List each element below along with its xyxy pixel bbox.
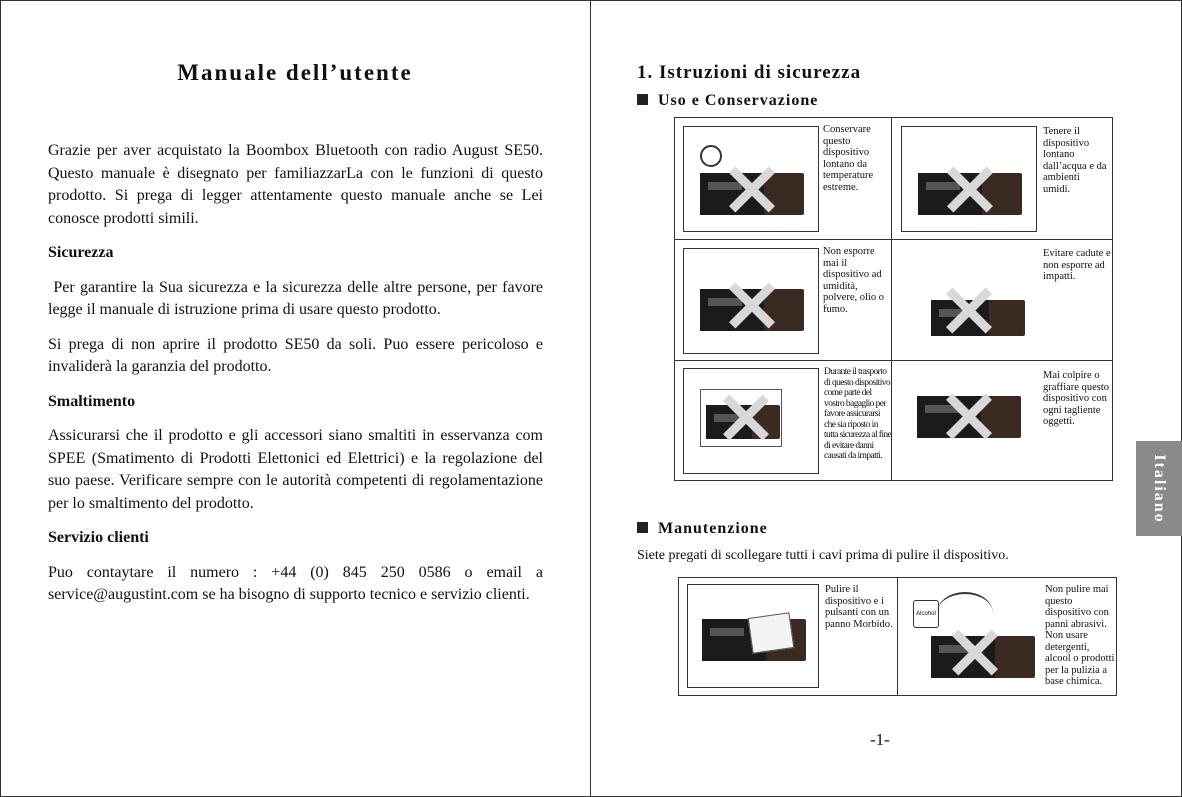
disposal-paragraph: Assicurarsi che il prodotto e gli accessori siano smaltiti in esservanza com SPEE (Smatimento di Prodotti Elettonici ed Elettrici) e la regolazione del suo paese. Verificare sempre con le autorità competenti di regolamentazione per lo smaltimento del prodotto.	[48, 427, 543, 512]
caption-transport: Durante il trasporto di questo dispositivo come parte del vostro bagaglio per favore assicurarsi che sia riposto in tutta sicurezza al fine di evitare danni causati da impatti.	[824, 367, 892, 461]
caption-drop: Evitare cadute e non esporre ad impatti.	[1043, 248, 1111, 282]
safety-illustration-grid	[674, 117, 1113, 481]
disposal-heading: Smaltimento	[48, 392, 136, 410]
illustration-heat	[683, 126, 819, 232]
alcohol-bottle-icon	[913, 600, 939, 628]
curved-arrow-icon	[937, 592, 993, 634]
cloth-icon	[748, 612, 795, 653]
illustration-drop	[901, 248, 1035, 352]
section-title: 1. Istruzioni di sicurezza	[637, 62, 862, 83]
service-paragraph: Puo contaytare il numero : +44 (0) 845 250 0586 o email a service@augustint.com se ha bisogno di supporto tecnico e servizio clienti.	[48, 563, 543, 603]
square-bullet-icon	[637, 522, 648, 533]
caption-heat: Conservare questo dispositivo lontano da temperature estreme.	[823, 124, 874, 193]
service-heading: Servizio clienti	[48, 529, 149, 546]
language-tab-label: Italiano	[1151, 453, 1168, 524]
prohibited-x-icon	[948, 167, 992, 211]
manual-title: Manuale dell’utente	[177, 60, 413, 85]
illustration-dust	[683, 248, 819, 354]
illustration-scratch	[901, 368, 1035, 472]
subsection-use-storage-label: Uso e Conservazione	[658, 92, 819, 109]
prohibited-x-icon	[730, 283, 774, 327]
caption-scratch: Mai colpire o graffiare questo dispositivo con ogni tagliente oggetti.	[1043, 370, 1109, 427]
caption-dust: Non esporre mai il dispositivo ad umidità, polvere, olio o fumo.	[823, 246, 884, 315]
prohibited-x-icon	[947, 394, 991, 438]
square-bullet-icon	[637, 94, 648, 105]
subsection-maintenance	[637, 520, 768, 538]
caption-soft-cloth: Pulire il dispositivo e i pulsanti con un panno Morbido.	[825, 584, 893, 630]
maintenance-note: Siete pregati di scollegare tutti i cavi prima di pulire il dispositivo.	[637, 548, 1009, 563]
intro-paragraph: Grazie per aver acquistato la Boombox Bluetooth con radio August SE50. Questo manuale è disegnato per familiazzarLa con le funzioni di questo prodotto. Si prega di legger attentamente questo manuale anche se Lei conosce prodotti simili.	[48, 142, 543, 227]
caption-no-chemicals: Non pulire mai questo dispositivo con panni abrasivi. Non usare detergenti, alcool o prodotti per la pulizia a base chimica.	[1045, 584, 1115, 687]
maintenance-illustration-grid	[678, 577, 1117, 696]
caption-water: Tenere il dispositivo lontano dall’acqua e da ambienti umidi.	[1043, 126, 1107, 195]
subsection-maintenance-label: Manutenzione	[658, 520, 768, 537]
page-number: -1-	[870, 730, 890, 749]
illustration-no-chemicals	[907, 584, 1041, 686]
subsection-use-storage	[637, 92, 818, 110]
sun-icon	[700, 145, 722, 167]
prohibited-x-icon	[953, 630, 997, 674]
prohibited-x-icon	[730, 167, 774, 211]
language-tab	[1136, 441, 1182, 536]
safety-paragraph-2: Si prega di non aprire il prodotto SE50 da soli. Puo essere pericoloso e invaliderà la garanzia del prodotto.	[48, 335, 543, 375]
illustration-water	[901, 126, 1037, 232]
safety-heading: Sicurezza	[48, 244, 114, 261]
illustration-transport	[683, 368, 819, 474]
alcohol-label: Alcohol	[916, 611, 936, 617]
illustration-soft-cloth	[687, 584, 819, 688]
prohibited-x-icon	[724, 395, 768, 439]
safety-paragraph-1: Per garantire la Sua sicurezza e la sicurezza delle altre persone, per favore legge il manuale di istruzione prima di usare questo prodotto.	[48, 278, 548, 318]
left-body	[48, 140, 548, 619]
prohibited-x-icon	[947, 288, 991, 332]
